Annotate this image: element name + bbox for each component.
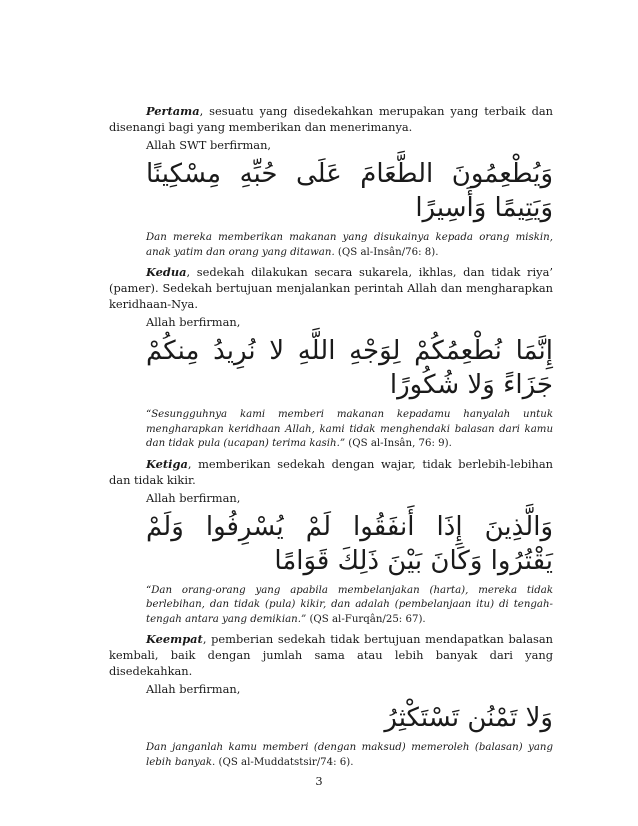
verse-intro: Allah berfirman, [146,315,241,329]
verse-intro: Allah berfirman, [146,682,241,696]
citation: (QS al-Insân/76: 8). [334,246,439,258]
paragraph-text: , memberikan sedekah dengan wajar, tidak berlebih-lebihan dan tidak kikir. [109,456,553,487]
arabic-verse: إِنَّمَا نُطْعِمُكُمْ لِوَجْهِ اللَّهِ لا نُرِيدُ مِنكُمْ جَزَاءً وَلا شُكُورًا [146,336,553,400]
section-pertama [109,103,553,260]
lead-term: Kedua [146,265,187,279]
translation-text: Dan mereka memberikan makanan yang disukainya kepada orang miskin, anak yatim dan orang yang ditawan. [146,232,553,258]
paragraph [109,631,553,679]
arabic-verse: وَالَّذِينَ إِذَا أَنفَقُوا لَمْ يُسْرِفُوا وَلَمْ يَقْتُرُوا وَكَانَ بَيْنَ ذَلِكَ قَوَامًا [146,511,553,576]
page-content [109,103,553,774]
paragraph-text: , sesuatu yang disedekahkan merupakan yang terbaik dan disenangi bagi yang memberikan dan menerimanya. [109,104,553,134]
citation: (QS al-Muddatstsir/74: 6). [215,756,354,768]
citation: (QS al-Insân, 76: 9). [345,438,452,449]
verse-translation [146,741,553,770]
arabic-verse: وَيُطْعِمُونَ الطَّعَامَ عَلَى حُبِّهِ مِسْكِينًا وَيَتِيمًا وَأَسِيرًا [146,159,553,223]
verse-intro: Allah berfirman, [146,490,241,505]
translation-text: “Sesungguhnya kami memberi makanan kepadamu hanyalah untuk mengharapkan keridhaan Allah, kami tidak menghendaki balasan dari kamu dan tidak pula (ucapan) terima kasih.” [146,409,553,449]
verse-translation [146,231,553,260]
verse-intro: Allah SWT berfirman, [146,138,272,152]
paragraph [109,456,553,488]
paragraph [109,103,553,135]
lead-term: Ketiga [146,456,188,471]
lead-term: Keempat [146,632,203,646]
verse-translation [146,584,553,628]
arabic-verse: وَلا تَمْنُن تَسْتَكْثِرُ [384,703,553,733]
section-ketiga [109,456,553,628]
translation-text: “Dan orang-orang yang apabila membelanjakan (harta), mereka tidak berlebihan, dan tidak (pula) kikir, dan adalah (pembelanjaan itu) di tengah-tengah antara yang demikian.” [146,584,553,625]
verse-translation [146,408,553,452]
paragraph [109,264,553,312]
page-number: 3 [315,774,323,788]
section-kedua [109,264,553,452]
paragraph-text: , pemberian sedekah tidak bertujuan mendapatkan balasan kembali, baik dengan jumlah sama atau lebih banyak dari yang disedekahkan. [109,632,553,678]
translation-text: Dan janganlah kamu memberi (dengan maksud) memeroleh (balasan) yang lebih banyak. [146,742,553,768]
paragraph-text: , sedekah dilakukan secara sukarela, ikhlas, dan tidak riya’ (pamer). Sedekah bertujuan menjalankan perintah Allah dan mengharapkan keridhaan-Nya. [109,265,553,311]
section-keempat [109,631,553,770]
citation: (QS al-Furqân/25: 67). [306,613,426,625]
lead-term: Pertama [146,104,200,118]
